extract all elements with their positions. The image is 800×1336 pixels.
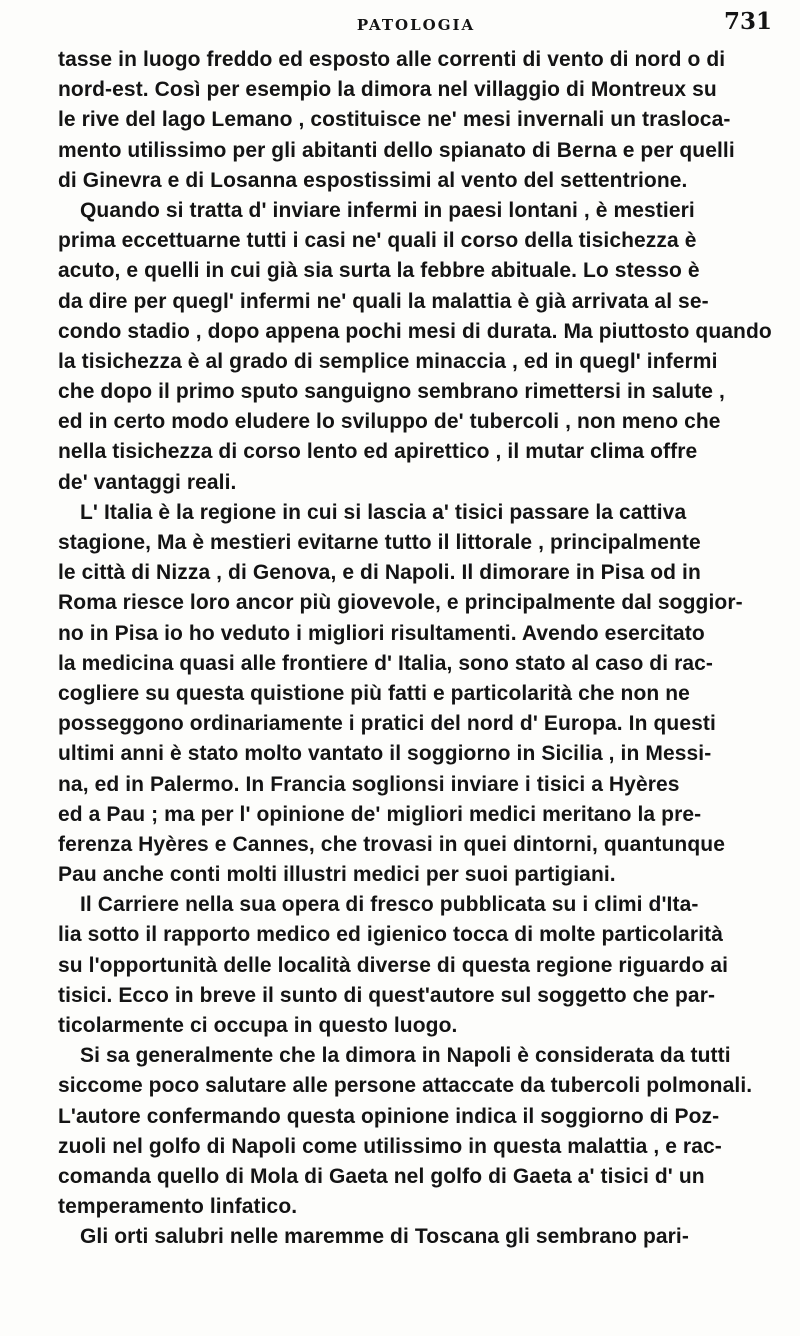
text-line: na, ed in Palermo. In Francia soglionsi inviare i tisici a Hyères (58, 772, 680, 796)
text-line: prima eccettuarne tutti i casi ne' quali il corso della tisichezza è (58, 229, 697, 253)
text-line: ed a Pau ; ma per l' opinione de' migliori medici meritano la pre- (58, 802, 702, 826)
text-line: tisici. Ecco in breve il sunto di quest'autore sul soggetto che par- (58, 983, 716, 1007)
page-number: 731 (723, 8, 772, 35)
text-line: Gli orti salubri nelle maremme di Toscana gli sembrano pari- (80, 1225, 689, 1249)
running-title: PATOLOGIA (356, 16, 476, 34)
text-line: nella tisichezza di corso lento ed apirettico , il mutar clima offre (58, 440, 698, 464)
text-line: di Ginevra e di Losanna espostissimi al vento del settentrione. (58, 168, 688, 192)
text-line: posseggono ordinariamente i pratici del nord d' Europa. In questi (58, 712, 716, 736)
text-line: ferenza Hyères e Cannes, che trovasi in quei dintorni, quantunque (58, 832, 725, 856)
text-line: ed in certo modo eludere lo sviluppo de' tubercoli , non meno che (58, 410, 721, 434)
text-line: da dire per quegl' infermi ne' quali la malattia è già arrivata al se- (58, 289, 709, 313)
text-line: condo stadio , dopo appena pochi mesi di durata. Ma piuttosto quando (58, 319, 772, 343)
text-line: lia sotto il rapporto medico ed igienico tocca di molte particolarità (58, 923, 724, 947)
text-line: acuto, e quelli in cui già sia surta la febbre abituale. Lo stesso è (58, 259, 700, 283)
text-line: Il Carriere nella sua opera di fresco pubblicata su i climi d'Ita- (80, 893, 699, 917)
text-line: su l'opportunità delle località diverse di questa regione riguardo ai (58, 953, 729, 977)
text-line: de' vantaggi reali. (58, 470, 237, 494)
text-line: L'autore confermando questa opinione indica il soggiorno di Poz- (58, 1104, 720, 1128)
text-line: zuoli nel golfo di Napoli come utilissimo in questa malattia , e rac- (58, 1134, 722, 1158)
text-line: ticolarmente ci occupa in questo luogo. (58, 1014, 458, 1037)
text-line: le rive del lago Lemano , costituisce ne' mesi invernali un trasloca- (58, 108, 731, 132)
text-line: no in Pisa io ho veduto i migliori risultamenti. Avendo esercitato (58, 621, 705, 645)
text-line: Pau anche conti molti illustri medici per suoi partigiani. (58, 863, 616, 887)
text-line: cogliere su questa quistione più fatti e particolarità che non ne (58, 681, 690, 705)
text-line: stagione, Ma è mestieri evitarne tutto il littorale , principalmente (58, 531, 701, 554)
text-line: la medicina quasi alle frontiere d' Italia, sono stato al caso di rac- (58, 651, 714, 675)
text-line: tasse in luogo freddo ed esposto alle correnti di vento di nord o di (58, 48, 726, 71)
text-line: la tisichezza è al grado di semplice minaccia , ed in quegl' infermi (58, 349, 718, 373)
text-line: comanda quello di Mola di Gaeta nel golfo di Gaeta a' tisici d' un (58, 1164, 705, 1188)
text-line: che dopo il primo sputo sanguigno sembrano rimettersi in salute , (58, 380, 725, 404)
running-head (56, 6, 776, 38)
text-line: temperamento linfatico. (58, 1195, 298, 1219)
body-text (58, 45, 788, 1253)
text-line: Si sa generalmente che la dimora in Napoli è considerata da tutti (80, 1044, 731, 1068)
text-line: le città di Nizza , di Genova, e di Napoli. Il dimorare in Pisa od in (58, 561, 701, 585)
text-line: Quando si tratta d' inviare infermi in paesi lontani , è mestieri (80, 198, 695, 222)
text-line: L' Italia è la regione in cui si lascia a' tisici passare la cattiva (80, 500, 687, 524)
text-line: nord-est. Così per esempio la dimora nel villaggio di Montreux su (58, 78, 717, 102)
text-line: Roma riesce loro ancor più giovevole, e principalmente dal soggior- (58, 591, 743, 615)
text-line: ultimi anni è stato molto vantato il soggiorno in Sicilia , in Messi- (58, 742, 712, 766)
text-line: mento utilissimo per gli abitanti dello spianato di Berna e per quelli (58, 138, 735, 162)
text-line: siccome poco salutare alle persone attaccate da tubercoli polmonali. (58, 1074, 753, 1098)
